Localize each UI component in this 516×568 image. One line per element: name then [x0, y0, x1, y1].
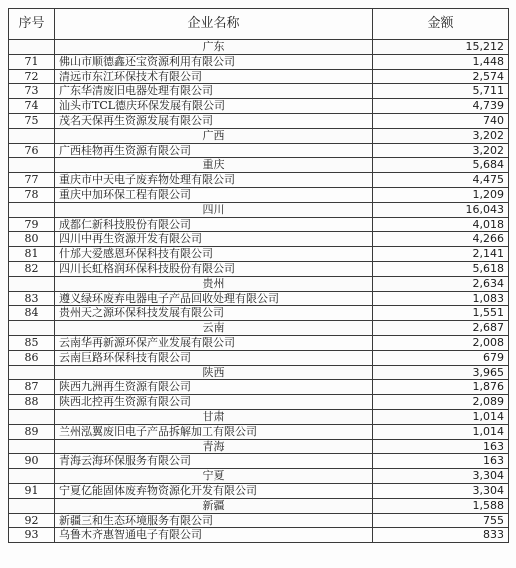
- table-row: [9, 335, 509, 350]
- region-name: 新疆: [55, 498, 373, 513]
- company-name: 成都仁新科技股份有限公司: [55, 217, 373, 232]
- region-amount: 3,965: [373, 365, 509, 380]
- region-seq-cell: [9, 128, 55, 143]
- row-seq: 84: [9, 306, 55, 321]
- company-name: 乌鲁木齐惠智通电子有限公司: [55, 528, 373, 543]
- company-amount: 5,618: [373, 261, 509, 276]
- region-name: 广西: [55, 128, 373, 143]
- company-name: 贵州天之源环保科技发展有限公司: [55, 306, 373, 321]
- company-name: 新疆三和生态环境服务有限公司: [55, 513, 373, 528]
- region-name: 陕西: [55, 365, 373, 380]
- company-name: 遵义绿环废弃电器电子产品回收处理有限公司: [55, 291, 373, 306]
- row-seq: 74: [9, 99, 55, 114]
- company-amount: 4,266: [373, 232, 509, 247]
- table-row: [9, 84, 509, 99]
- company-amount: 3,304: [373, 483, 509, 498]
- region-amount: 1,014: [373, 409, 509, 424]
- region-amount: 163: [373, 439, 509, 454]
- company-amount: 740: [373, 113, 509, 128]
- company-amount: 4,018: [373, 217, 509, 232]
- region-seq-cell: [9, 409, 55, 424]
- region-amount: 3,202: [373, 128, 509, 143]
- region-amount: 3,304: [373, 469, 509, 484]
- table-row: [9, 99, 509, 114]
- company-name: 宁夏亿能固体废弃物资源化开发有限公司: [55, 483, 373, 498]
- region-subtotal-row: [9, 469, 509, 484]
- row-seq: 88: [9, 395, 55, 410]
- company-amount: 3,202: [373, 143, 509, 158]
- table-body: [9, 40, 509, 543]
- table-row: [9, 261, 509, 276]
- region-name: 青海: [55, 439, 373, 454]
- company-name: 云南巨路环保科技有限公司: [55, 350, 373, 365]
- company-name: 重庆市中天电子废弃物处理有限公司: [55, 173, 373, 188]
- region-name: 宁夏: [55, 469, 373, 484]
- region-name: 贵州: [55, 276, 373, 291]
- region-subtotal-row: [9, 498, 509, 513]
- company-amount: 1,448: [373, 54, 509, 69]
- company-amount: 1,209: [373, 187, 509, 202]
- company-amount: 679: [373, 350, 509, 365]
- company-name: 茂名天保再生资源发展有限公司: [55, 113, 373, 128]
- region-subtotal-row: [9, 321, 509, 336]
- row-seq: 79: [9, 217, 55, 232]
- table-row: [9, 424, 509, 439]
- region-seq-cell: [9, 469, 55, 484]
- table-row: [9, 291, 509, 306]
- table-row: [9, 69, 509, 84]
- header-company-name: 企业名称: [55, 9, 373, 40]
- row-seq: 90: [9, 454, 55, 469]
- company-amount: 833: [373, 528, 509, 543]
- row-seq: 71: [9, 54, 55, 69]
- region-subtotal-row: [9, 158, 509, 173]
- company-name: 重庆中加环保工程有限公司: [55, 187, 373, 202]
- table-row: [9, 54, 509, 69]
- table-row: [9, 232, 509, 247]
- row-seq: 82: [9, 261, 55, 276]
- region-subtotal-row: [9, 202, 509, 217]
- region-seq-cell: [9, 321, 55, 336]
- region-name: 四川: [55, 202, 373, 217]
- row-seq: 78: [9, 187, 55, 202]
- company-amount: 1,551: [373, 306, 509, 321]
- table-row: [9, 483, 509, 498]
- region-seq-cell: [9, 365, 55, 380]
- row-seq: 80: [9, 232, 55, 247]
- region-subtotal-row: [9, 365, 509, 380]
- region-subtotal-row: [9, 128, 509, 143]
- company-name: 陕西北控再生资源有限公司: [55, 395, 373, 410]
- company-amount: 2,141: [373, 247, 509, 262]
- region-amount: 15,212: [373, 40, 509, 55]
- region-amount: 5,684: [373, 158, 509, 173]
- region-seq-cell: [9, 40, 55, 55]
- company-name: 什邡大爱感恩环保科技有限公司: [55, 247, 373, 262]
- company-amount: 4,739: [373, 99, 509, 114]
- row-seq: 72: [9, 69, 55, 84]
- company-amount: 755: [373, 513, 509, 528]
- company-amount: 5,711: [373, 84, 509, 99]
- company-name: 兰州泓翼废旧电子产品拆解加工有限公司: [55, 424, 373, 439]
- region-amount: 2,634: [373, 276, 509, 291]
- table-row: [9, 306, 509, 321]
- header-amount: 金额: [373, 9, 509, 40]
- row-seq: 87: [9, 380, 55, 395]
- company-name: 陕西九洲再生资源有限公司: [55, 380, 373, 395]
- region-name: 重庆: [55, 158, 373, 173]
- row-seq: 77: [9, 173, 55, 188]
- table-row: [9, 513, 509, 528]
- table-row: [9, 187, 509, 202]
- region-seq-cell: [9, 276, 55, 291]
- region-seq-cell: [9, 498, 55, 513]
- table-row: [9, 350, 509, 365]
- region-amount: 2,687: [373, 321, 509, 336]
- row-seq: 89: [9, 424, 55, 439]
- region-subtotal-row: [9, 276, 509, 291]
- table-row: [9, 173, 509, 188]
- region-seq-cell: [9, 158, 55, 173]
- company-amount: 1,083: [373, 291, 509, 306]
- company-name: 青海云海环保服务有限公司: [55, 454, 373, 469]
- company-name: 广东华清废旧电器处理有限公司: [55, 84, 373, 99]
- row-seq: 76: [9, 143, 55, 158]
- row-seq: 83: [9, 291, 55, 306]
- table-row: [9, 247, 509, 262]
- subsidy-table: [8, 8, 509, 543]
- row-seq: 75: [9, 113, 55, 128]
- row-seq: 92: [9, 513, 55, 528]
- company-name: 四川中再生资源开发有限公司: [55, 232, 373, 247]
- region-seq-cell: [9, 439, 55, 454]
- table-row: [9, 395, 509, 410]
- table-row: [9, 217, 509, 232]
- company-amount: 4,475: [373, 173, 509, 188]
- table-row: [9, 113, 509, 128]
- company-amount: 1,014: [373, 424, 509, 439]
- row-seq: 91: [9, 483, 55, 498]
- region-subtotal-row: [9, 409, 509, 424]
- region-name: 云南: [55, 321, 373, 336]
- company-name: 四川长虹格润环保科技股份有限公司: [55, 261, 373, 276]
- region-amount: 16,043: [373, 202, 509, 217]
- company-amount: 2,574: [373, 69, 509, 84]
- table-row: [9, 143, 509, 158]
- row-seq: 86: [9, 350, 55, 365]
- table-row: [9, 380, 509, 395]
- company-amount: 2,089: [373, 395, 509, 410]
- region-subtotal-row: [9, 40, 509, 55]
- table-row: [9, 454, 509, 469]
- region-name: 甘肃: [55, 409, 373, 424]
- table-row: [9, 528, 509, 543]
- table-header-row: [9, 9, 509, 40]
- company-amount: 1,876: [373, 380, 509, 395]
- header-seq: 序号: [9, 9, 55, 40]
- row-seq: 73: [9, 84, 55, 99]
- company-name: 佛山市顺德鑫还宝资源利用有限公司: [55, 54, 373, 69]
- region-name: 广东: [55, 40, 373, 55]
- region-seq-cell: [9, 202, 55, 217]
- company-name: 清远市东江环保技术有限公司: [55, 69, 373, 84]
- region-amount: 1,588: [373, 498, 509, 513]
- row-seq: 81: [9, 247, 55, 262]
- company-name: 云南华再新源环保产业发展有限公司: [55, 335, 373, 350]
- company-amount: 2,008: [373, 335, 509, 350]
- company-name: 广西桂物再生资源有限公司: [55, 143, 373, 158]
- company-amount: 163: [373, 454, 509, 469]
- region-subtotal-row: [9, 439, 509, 454]
- row-seq: 85: [9, 335, 55, 350]
- company-name: 汕头市TCL德庆环保发展有限公司: [55, 99, 373, 114]
- row-seq: 93: [9, 528, 55, 543]
